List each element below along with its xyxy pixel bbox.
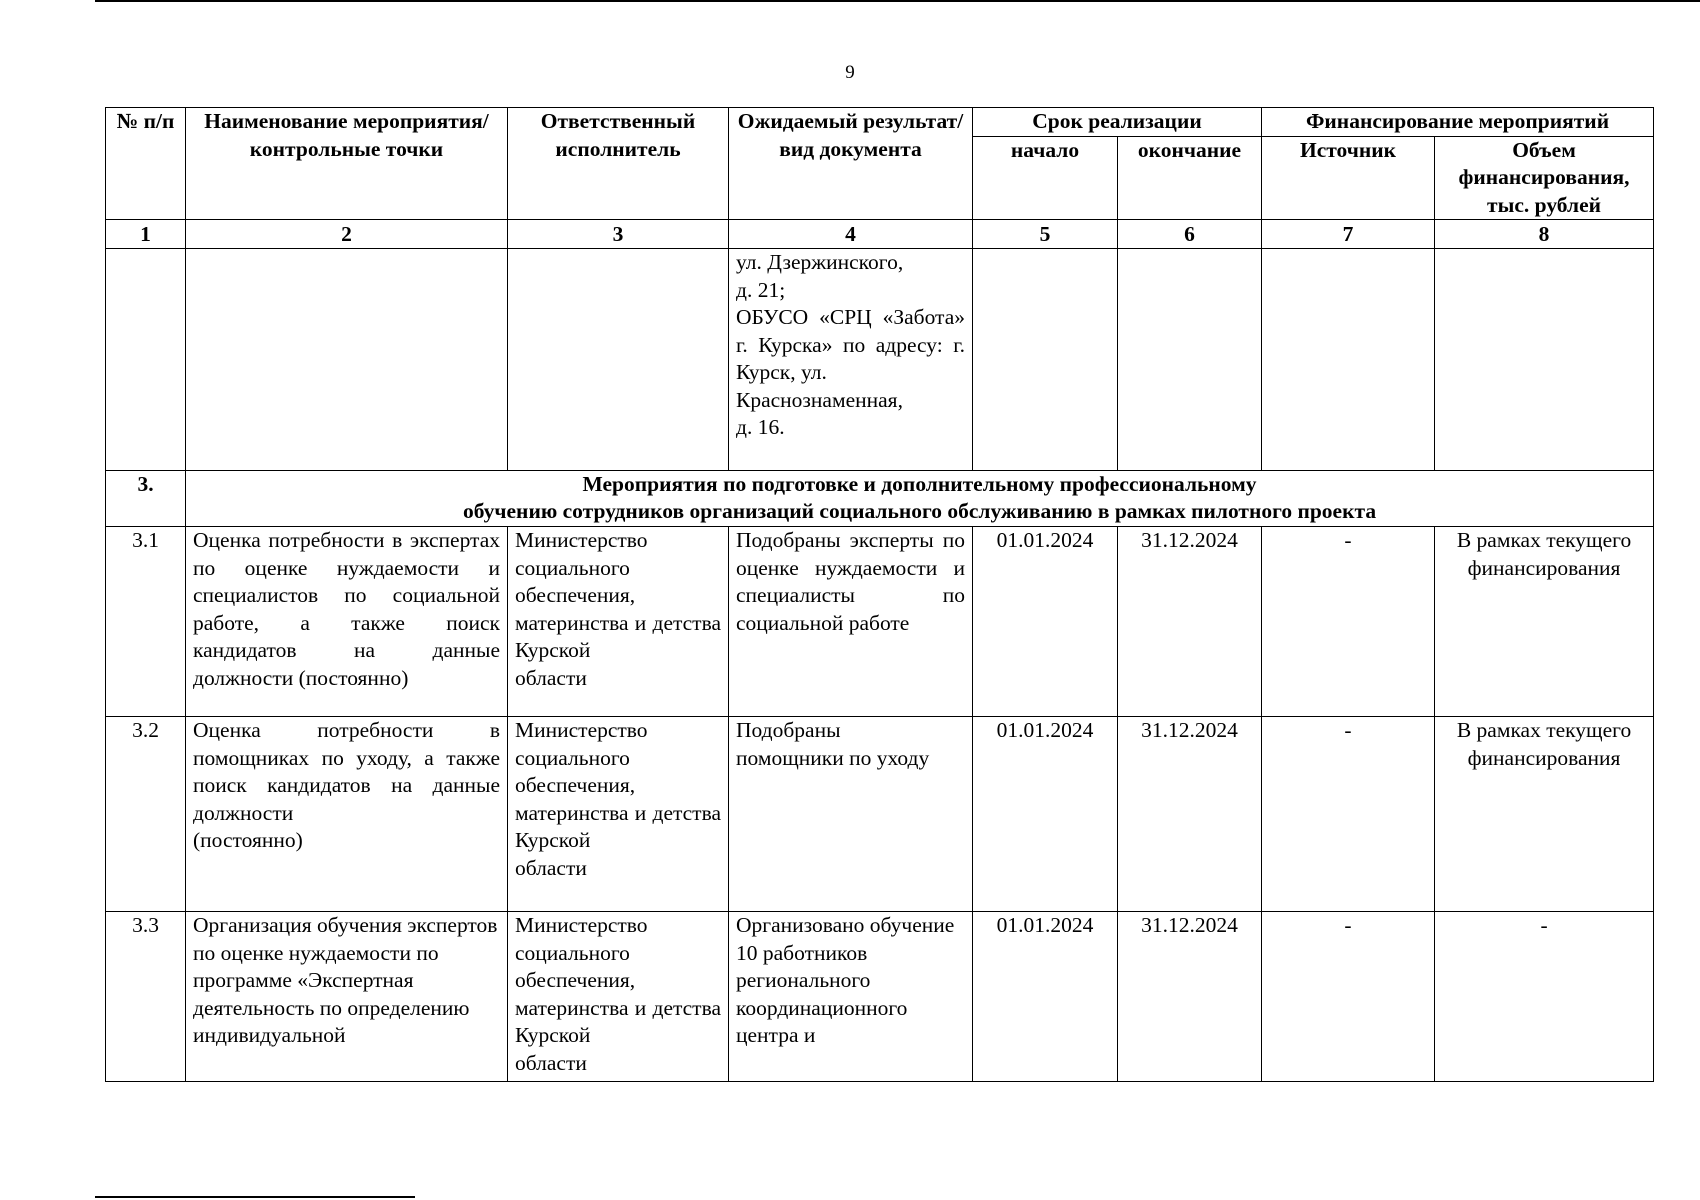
table-cell [106,249,186,471]
funding-source: - [1262,527,1435,717]
header-finance-group: Финансирование мероприятий [1262,108,1654,137]
funding-volume: В рамках текущего финансирования [1435,717,1654,912]
end-date: 31.12.2024 [1118,912,1262,1082]
result-last: социальной работе [736,610,910,635]
activity-name-text: Оценка потребности в экспертах по оценке нуждаемости и специалистов по социальной работе, а также поиск кандидатов на данные [193,528,500,662]
result-line: ОБУСО «СРЦ «Забота» г. Курска» по адресу: г. Курск, ул. [736,305,965,384]
result-last: помощники по уходу [736,745,930,770]
activities-table [105,107,1654,1082]
table-cell [186,249,508,471]
responsible-executor [508,717,729,912]
header-term-group: Срок реализации [973,108,1262,137]
table-row [106,912,1654,1082]
responsible-last: области [515,665,587,690]
funding-volume: - [1435,912,1654,1082]
header-responsible: Ответственный исполнитель [508,108,729,220]
start-date: 01.01.2024 [973,527,1118,717]
continuation-result [729,249,973,471]
result-text: Подобраны эксперты по оценке нуждаемости и специалисты по [736,528,965,607]
funding-source: - [1262,912,1435,1082]
table-row [106,527,1654,717]
continuation-row [106,249,1654,471]
row-number: 3.2 [106,717,186,912]
table-cell [1262,249,1435,471]
expected-result: Организовано обучение 10 работников регионального координационного центра и [729,912,973,1082]
result-line: Краснознаменная, [736,387,903,412]
header-volume: Объем финансирования, тыс. рублей [1435,136,1654,220]
column-number: 2 [186,220,508,249]
table-cell [508,249,729,471]
start-date: 01.01.2024 [973,717,1118,912]
section-title-line: обучению сотрудников организаций социального обслуживанию в рамках пилотного проекта [462,499,1377,523]
result-text: Подобраны [736,718,841,742]
funding-source: - [1262,717,1435,912]
start-date: 01.01.2024 [973,912,1118,1082]
activity-name: Организация обучения экспертов по оценке нуждаемости по программе «Экспертная деятельность по определению индивидуальной [186,912,508,1082]
section-title [186,471,1654,527]
activity-name-last: должности (постоянно) [193,665,409,690]
header-source: Источник [1262,136,1435,220]
column-number: 7 [1262,220,1435,249]
funding-volume: В рамках текущего финансирования [1435,527,1654,717]
section-number: 3. [106,471,186,527]
section-title-line: Мероприятия по подготовке и дополнительному профессиональному [582,472,1257,496]
end-date: 31.12.2024 [1118,527,1262,717]
activity-name-text: Оценка потребности в помощниках по уходу, а также поиск кандидатов на данные должности [193,718,500,825]
expected-result [729,717,973,912]
table-cell [1435,249,1654,471]
result-line: д. 16. [736,415,785,439]
column-number: 5 [973,220,1118,249]
responsible-text: Министерство социального обеспечения, материнства и детства Курской [515,528,721,662]
responsible-text: Министерство социального обеспечения, материнства и детства Курской [515,718,721,852]
header-result: Ожидаемый результат/вид документа [729,108,973,220]
header-name: Наименование мероприятия/контрольные точки [186,108,508,220]
result-line: ул. Дзержинского, [736,250,904,274]
result-line: д. 21; [736,277,786,302]
column-number: 1 [106,220,186,249]
responsible-executor [508,912,729,1082]
column-number: 3 [508,220,729,249]
section-row [106,471,1654,527]
header-num: № п/п [106,108,186,220]
table-cell [1118,249,1262,471]
scan-edge-top [95,0,1700,2]
activity-name [186,527,508,717]
column-number: 4 [729,220,973,249]
expected-result [729,527,973,717]
header-end: окончание [1118,136,1262,220]
page-number: 9 [845,62,855,83]
responsible-executor [508,527,729,717]
header-start: начало [973,136,1118,220]
table-row [106,717,1654,912]
activity-name-last: (постоянно) [193,828,303,852]
responsible-last: области [515,855,587,880]
row-number: 3.3 [106,912,186,1082]
responsible-text: Министерство социального обеспечения, материнства и детства Курской [515,913,721,1047]
table-cell [973,249,1118,471]
scan-edge-bottom [95,1196,415,1198]
column-number: 6 [1118,220,1262,249]
end-date: 31.12.2024 [1118,717,1262,912]
row-number: 3.1 [106,527,186,717]
column-number: 8 [1435,220,1654,249]
activity-name [186,717,508,912]
responsible-last: области [515,1050,587,1075]
